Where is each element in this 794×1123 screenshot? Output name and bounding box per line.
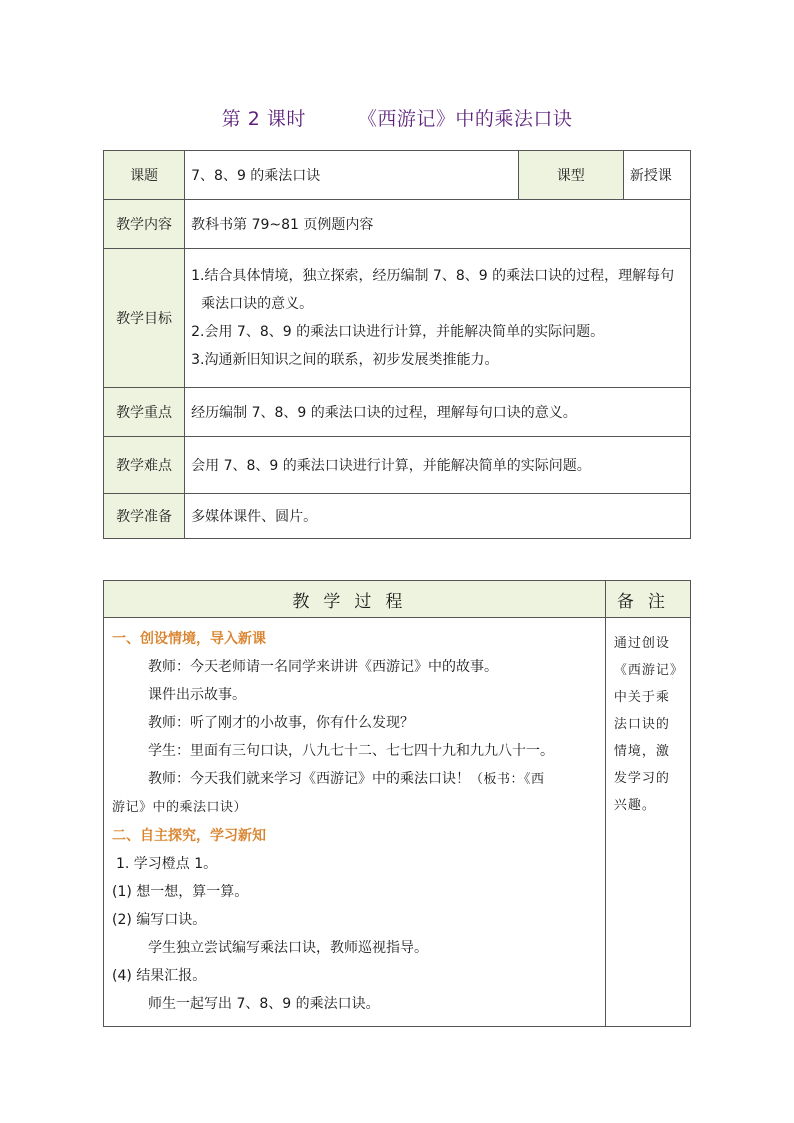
prep-value: 多媒体课件、圆片。 xyxy=(185,494,691,539)
process-line-text: 教师：今天我们就来学习《西游记》中的乘法口诀！ xyxy=(148,771,470,787)
content-label: 教学内容 xyxy=(104,200,185,249)
goal-value xyxy=(185,249,691,388)
process-body-row xyxy=(104,618,691,1027)
process-table xyxy=(103,580,691,1027)
difficulty-row xyxy=(104,437,691,494)
process-line: 学生：里面有三句口诀，八九七十二、七七四十九和九九八十一。 xyxy=(148,743,554,759)
lesson-number: 第 2 课时 xyxy=(221,108,306,130)
note-line: 通过创设 xyxy=(613,636,670,651)
subject-label: 课题 xyxy=(104,151,185,200)
process-line: 教师：今天老师请一名同学来讲讲《西游记》中的故事。 xyxy=(148,659,498,675)
note-line: 情境，激 xyxy=(613,744,670,759)
note-line: 《西游记》 xyxy=(613,663,684,678)
type-value: 新授课 xyxy=(623,151,690,200)
prep-row xyxy=(104,494,691,539)
note-header: 备注 xyxy=(605,581,690,618)
content-value: 教科书第 79~81 页例题内容 xyxy=(185,200,691,249)
goal-row xyxy=(104,249,691,388)
process-line: (2) 编写口诀。 xyxy=(112,912,207,928)
subject-value: 7、8、9 的乘法口诀 xyxy=(185,151,519,200)
note-line: 兴趣。 xyxy=(613,798,656,813)
process-line: 学生独立尝试编写乘法口诀，教师巡视指导。 xyxy=(148,940,428,956)
process-content xyxy=(104,618,606,1027)
process-line: 课件出示故事。 xyxy=(148,687,246,703)
goal-item: 3.沟通新旧知识之间的联系，初步发展类推能力。 xyxy=(191,352,499,368)
lesson-info-table xyxy=(103,150,691,539)
key-value: 经历编制 7、8、9 的乘法口诀的过程，理解每句口诀的意义。 xyxy=(185,388,691,437)
process-header: 教学过程 xyxy=(104,581,606,618)
process-line: 师生一起写出 7、8、9 的乘法口诀。 xyxy=(148,996,380,1012)
process-line: (1) 想一想，算一算。 xyxy=(112,884,249,900)
section-heading: 一、创设情境，导入新课 xyxy=(112,631,266,647)
process-line: (4) 结果汇报。 xyxy=(112,968,207,984)
process-line: 教师：听了刚才的小故事，你有什么发现？ xyxy=(148,715,414,731)
process-line: 1. 学习橙点 1。 xyxy=(116,856,218,872)
board-note: （板书：《西 xyxy=(470,772,545,787)
section-heading: 二、自主探究，学习新知 xyxy=(112,828,266,844)
difficulty-label: 教学难点 xyxy=(104,437,185,494)
note-content xyxy=(605,618,690,1027)
type-label: 课型 xyxy=(518,151,623,200)
difficulty-value: 会用 7、8、9 的乘法口诀进行计算，并能解决简单的实际问题。 xyxy=(185,437,691,494)
key-row xyxy=(104,388,691,437)
page-title xyxy=(0,104,794,131)
process-line: 游记》中的乘法口诀） xyxy=(112,800,248,815)
goal-label: 教学目标 xyxy=(104,249,185,388)
lesson-title: 《西游记》中的乘法口诀 xyxy=(357,108,573,130)
content-row xyxy=(104,200,691,249)
key-label: 教学重点 xyxy=(104,388,185,437)
note-line: 中关于乘 xyxy=(613,690,670,705)
note-line: 法口诀的 xyxy=(613,717,670,732)
subject-row xyxy=(104,151,691,200)
note-line: 发学习的 xyxy=(613,771,670,786)
process-line xyxy=(112,765,599,794)
goal-item: 1.结合具体情境，独立探索，经历编制 7、8、9 的乘法口诀的过程，理解每句乘法口诀的意义。 xyxy=(191,268,675,312)
goal-item: 2.会用 7、8、9 的乘法口诀进行计算，并能解决简单的实际问题。 xyxy=(191,324,605,340)
process-header-row xyxy=(104,581,691,618)
prep-label: 教学准备 xyxy=(104,494,185,539)
